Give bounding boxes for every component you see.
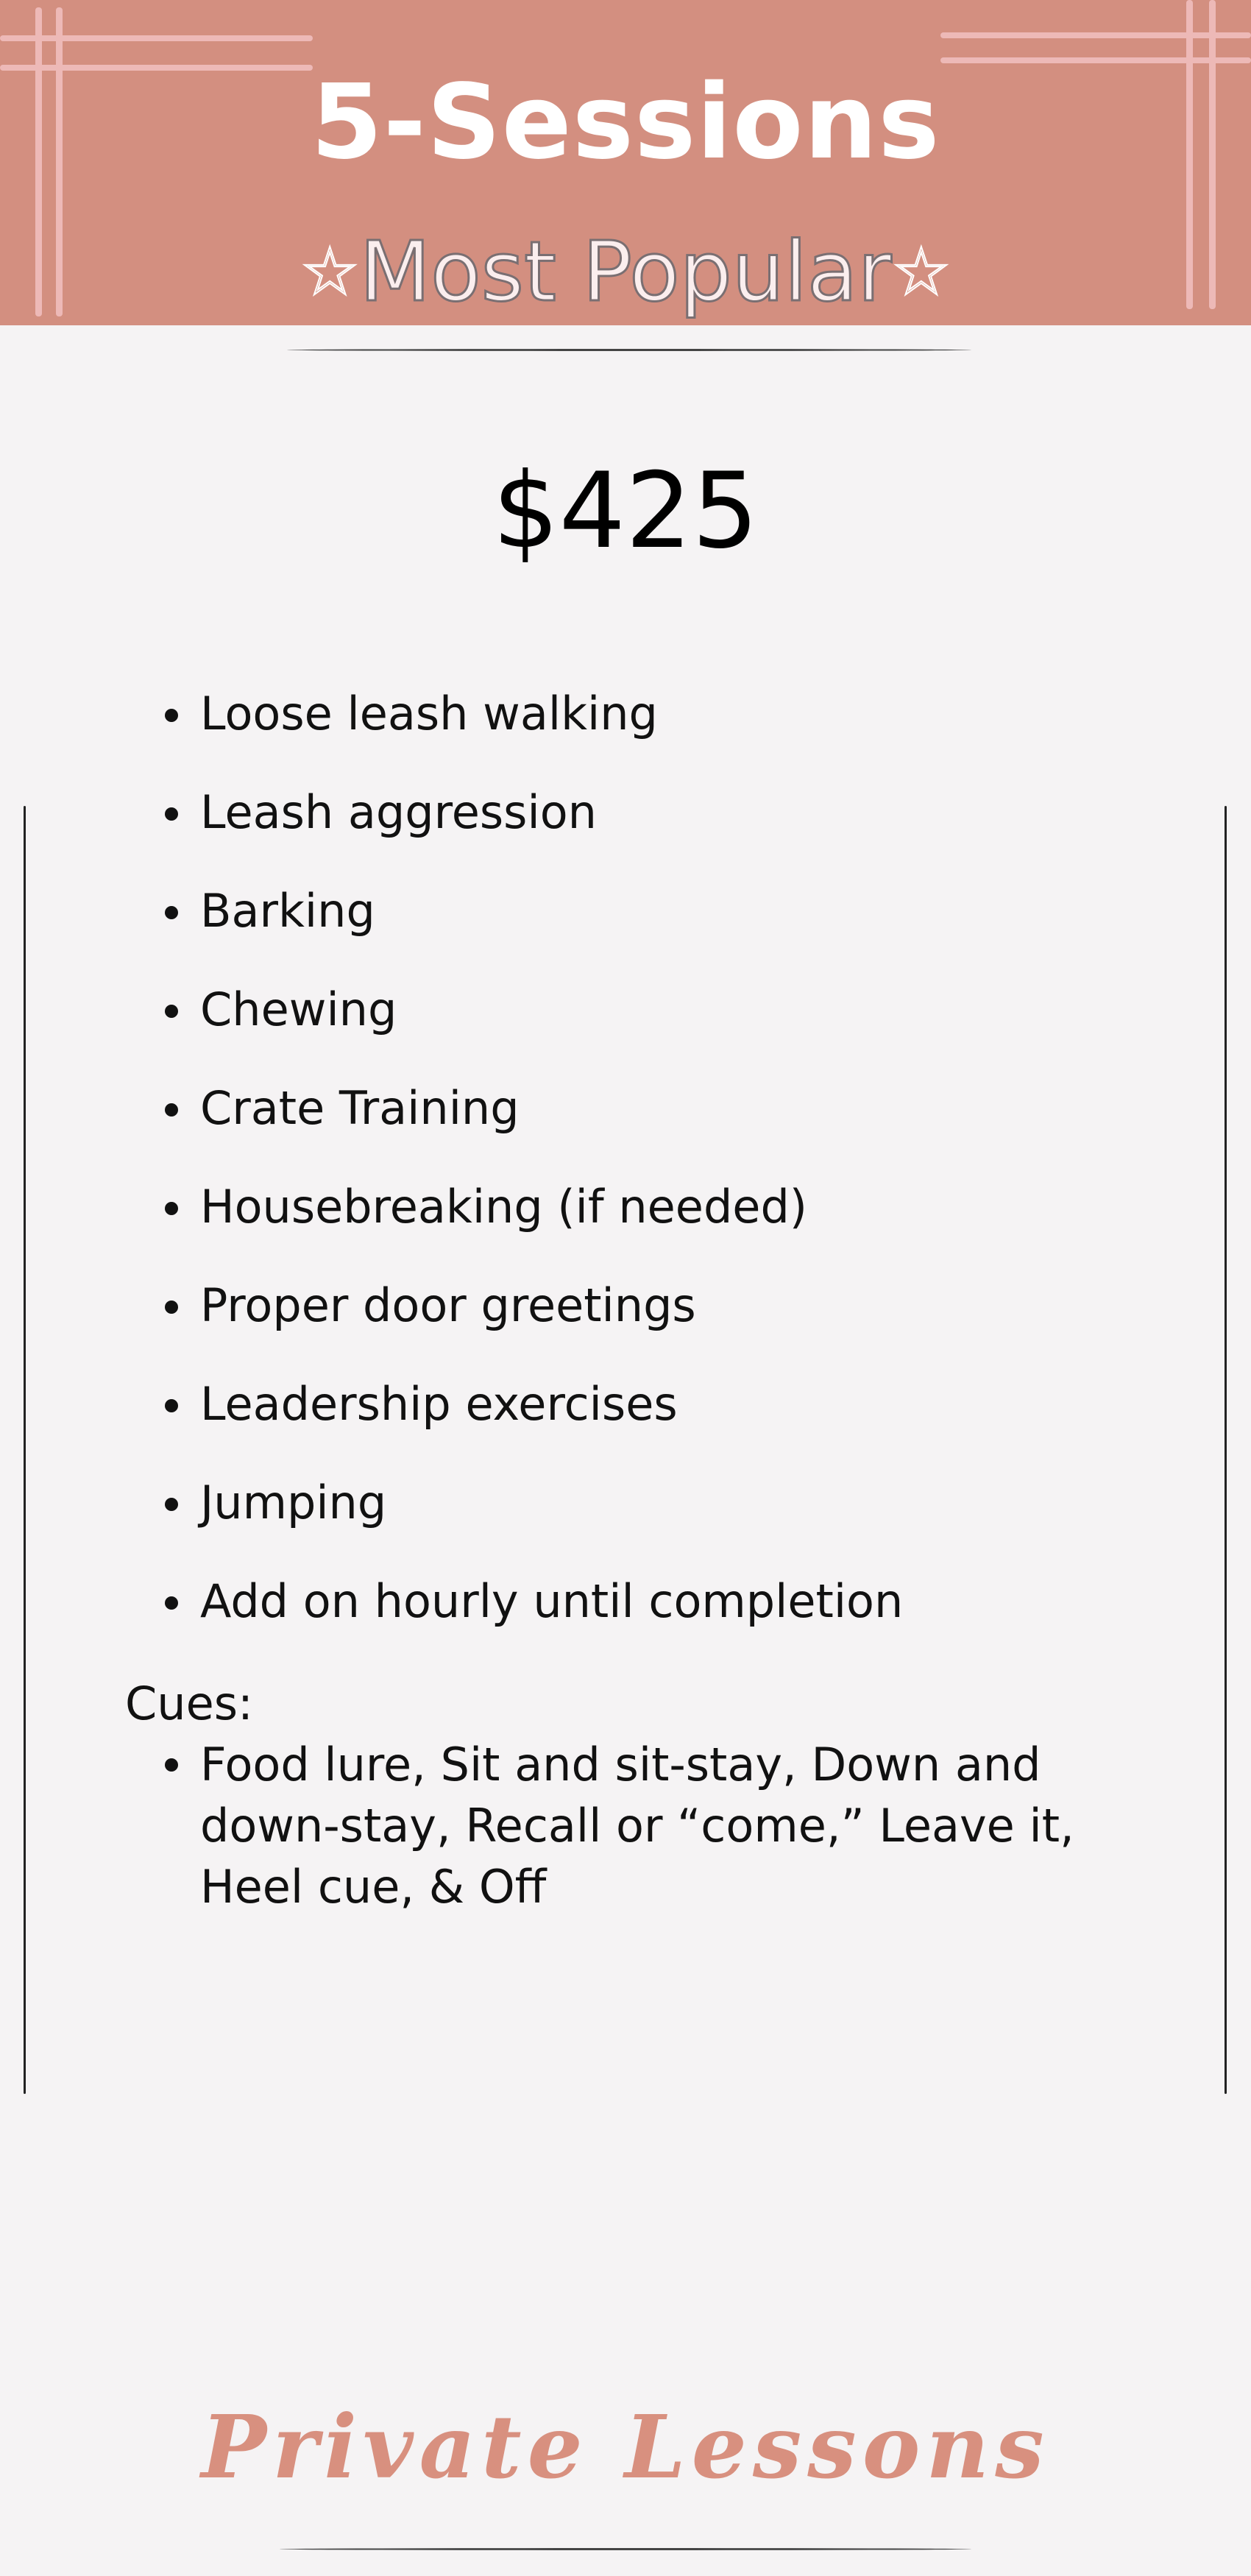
list-item: Add on hourly until completion xyxy=(162,1565,1119,1663)
list-item: Leadership exercises xyxy=(162,1367,1119,1466)
plan-price: $425 xyxy=(492,450,759,572)
list-item: Jumping xyxy=(162,1466,1119,1565)
plan-title: 5-Sessions xyxy=(311,63,940,183)
left-border-line xyxy=(24,806,26,2094)
cues-list xyxy=(162,1734,1148,1917)
cues-label: Cues: xyxy=(125,1677,253,1730)
star-outline-icon: ☆ xyxy=(300,233,360,311)
bottom-divider xyxy=(280,2548,971,2550)
feature-list xyxy=(162,677,1119,1663)
list-item: Housebreaking (if needed) xyxy=(162,1170,1119,1269)
list-item: Leash aggression xyxy=(162,776,1119,874)
list-item: Loose leash walking xyxy=(162,677,1119,776)
decor-line xyxy=(940,32,1251,38)
list-item: Food lure, Sit and sit-stay, Down and down-stay, Recall or “come,” Leave it, Heel cue, & Off xyxy=(162,1734,1148,1917)
list-item: Chewing xyxy=(162,973,1119,1072)
list-item: Proper door greetings xyxy=(162,1269,1119,1367)
star-outline-icon: ☆ xyxy=(891,233,951,311)
right-border-line xyxy=(1225,806,1227,2094)
footer-script-title: Private Lessons xyxy=(201,2396,1050,2498)
subtitle-text: Most Popular xyxy=(359,224,892,320)
top-divider xyxy=(287,349,971,351)
list-item: Barking xyxy=(162,874,1119,973)
decor-line xyxy=(0,35,313,41)
list-item: Crate Training xyxy=(162,1072,1119,1170)
plan-subtitle xyxy=(0,221,1251,324)
header-banner xyxy=(0,0,1251,325)
